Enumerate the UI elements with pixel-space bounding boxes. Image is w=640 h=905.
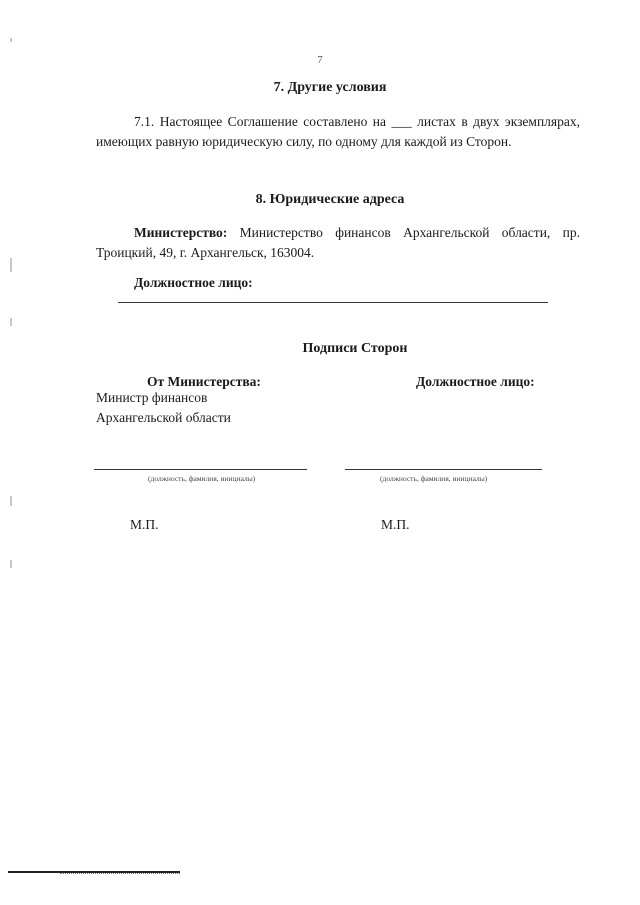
ministry-signature-line [94, 469, 307, 470]
scan-margin-mark [10, 496, 12, 506]
from-ministry-header: От Министерства: [147, 374, 261, 389]
minister-title [96, 388, 231, 428]
section-7-heading: 7. Другие условия [273, 80, 387, 95]
scan-margin-mark [10, 38, 12, 42]
scan-margin-mark [10, 560, 12, 568]
minister-title-line1: Министр финансов [96, 390, 208, 405]
ministry-address-paragraph [96, 223, 580, 263]
official-signature-line [345, 469, 542, 470]
scan-margin-mark [10, 258, 12, 272]
section-7-text: 7.1. Настоящее Соглашение составлено на ___ листах в двух экземплярах, имеющих равную юридическую силу, по одному для каждой из Сторон. [96, 114, 580, 149]
ministry-label: Министерство: [134, 225, 228, 240]
signatures-heading: Подписи Сторон [302, 341, 408, 356]
footer-dotted-rule [60, 873, 180, 875]
minister-title-line2: Архангельской области [96, 410, 231, 425]
ministry-signature-caption: (должность, фамилия, инициалы) [148, 474, 256, 483]
ministry-seal-place: М.П. [130, 517, 159, 532]
official-label: Должностное лицо: [134, 275, 253, 290]
section-7-paragraph [96, 112, 580, 152]
scan-margin-mark [10, 318, 12, 326]
page-number: 7 [317, 54, 323, 66]
official-signature-header: Должностное лицо: [416, 374, 535, 389]
ministry-address: Министерство финансов Архангельской области, пр. Троицкий, 49, г. Архангельск, 163004. [96, 225, 580, 260]
section-8-heading: 8. Юридические адреса [255, 192, 405, 207]
official-signature-caption: (должность, фамилия, инициалы) [380, 474, 488, 483]
official-seal-place: М.П. [381, 517, 410, 532]
official-address-line [118, 302, 548, 303]
